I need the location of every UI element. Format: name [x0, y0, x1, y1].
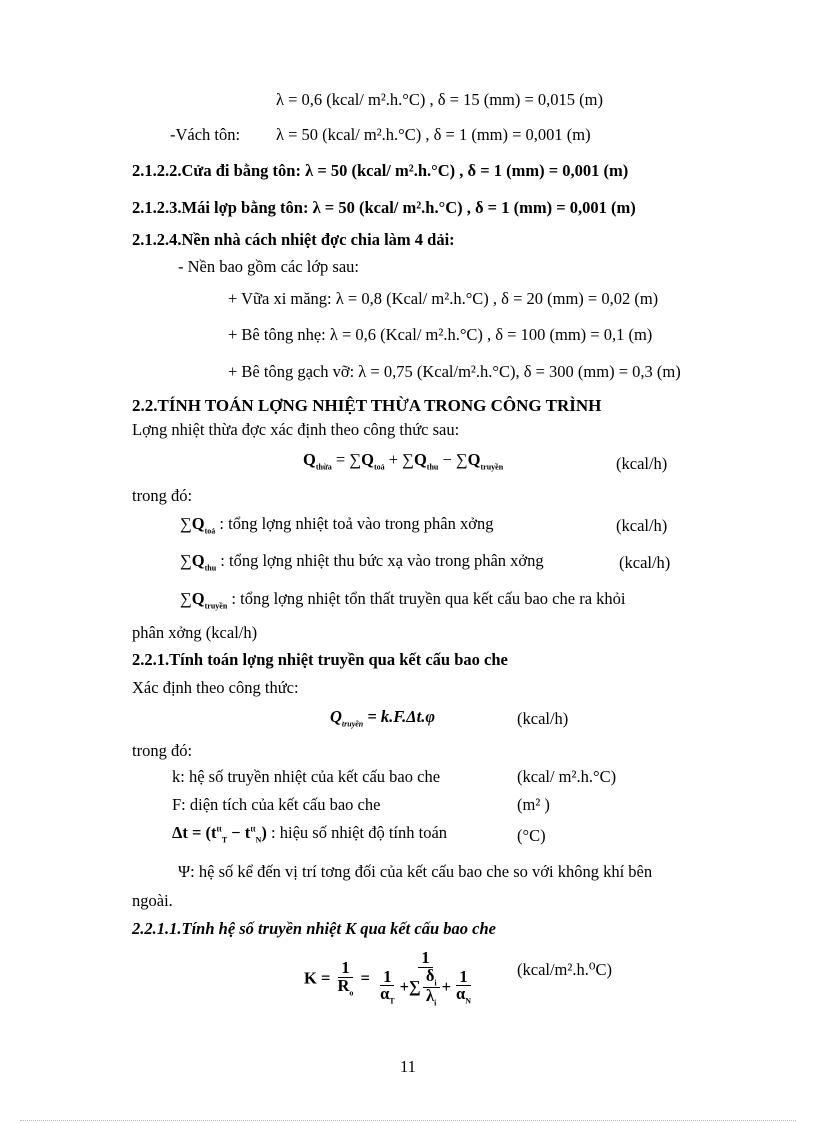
frac-1-over-R: $\frac{1}{R_o}$	[337, 958, 354, 997]
sum-icon: ∑	[180, 514, 192, 533]
formula-K: K = $\frac{1}{R_o}$ = 1 $\frac{1}{\alpha_T}$ +∑ $\frac{\delta_i}{\lambda_i}$ + $\frac{1}{\alpha_N}$	[304, 950, 477, 1007]
heading-2-1-2-4: 2.1.2.4.Nền nhà cách nhiệt đợc chia làm 4 dải:	[132, 230, 455, 249]
def-k: k: hệ số truyền nhiệt của kết cấu bao che	[172, 767, 441, 786]
formula-q-truyen-unit: (kcal/h)	[517, 709, 569, 728]
paragraph-2-2: Lợng nhiệt thừa đợc xác định theo công thức sau:	[132, 420, 460, 439]
formula-q-thua: $Q_{thừa} = \sum Q_{toả} + \sum Q_{thu} - \sum Q_{truyền}$	[303, 450, 504, 472]
formula-K-unit: (kcal/m².h.⁰C)	[517, 960, 612, 979]
paragraph-2-2-1: Xác định theo công thức:	[132, 678, 299, 697]
def-q-truyen: $\sum Q_{truyền}$ : tổng lợng nhiệt tổn thất truyền qua kết cấu bao che ra khỏi	[180, 589, 626, 611]
line-lambda-06: λ = 0,6 (kcal/ m².h.°C) , δ = 15 (mm) = 0,015 (m)	[276, 90, 603, 109]
page-bottom-border	[20, 1120, 796, 1121]
def-F-unit: (m² )	[517, 795, 550, 814]
heading-2-2-1-1: 2.2.1.1.Tính hệ số truyền nhiệt K qua kết cấu bao che	[132, 919, 496, 938]
formula-q-thua-lhs: $Q_{thừa}$	[303, 450, 332, 472]
page-number: 11	[400, 1057, 416, 1076]
layer-vua-xi-mang: + Vữa xi măng: λ = 0,8 (Kcal/ m².h.°C) , δ = 20 (mm) = 0,02 (m)	[228, 289, 659, 308]
trong-do-2: trong đó:	[132, 741, 193, 760]
delta-t-formula: $\Delta t = (t^{tt}_T - t^{tt}_N)$	[172, 823, 267, 845]
formula-q-thua-unit: (kcal/h)	[616, 454, 668, 473]
trong-do-1: trong đó:	[132, 486, 193, 505]
formula-q-truyen: $Q_{truyền} = k.F.\Delta t.\varphi$	[330, 707, 436, 729]
def-delta-t: $\Delta t = (t^{tt}_T - t^{tt}_N)$ : hiệu số nhiệt độ tính toán	[172, 823, 448, 845]
sum-icon: ∑	[180, 589, 192, 608]
sum-icon: ∑	[402, 450, 414, 469]
sum-icon: ∑	[180, 551, 192, 570]
layer-be-tong-gach-vo: + Bê tông gạch vỡ: λ = 0,75 (Kcal/m².h.°C), δ = 300 (mm) = 0,3 (m)	[228, 362, 681, 381]
heading-2-2: 2.2.TÍNH TOÁN LỢNG NHIỆT THỪA TRONG CÔNG TRÌNH	[132, 396, 602, 415]
def-psi-cont: ngoài.	[132, 891, 173, 910]
sum-icon: ∑	[349, 450, 362, 469]
def-k-unit: (kcal/ m².h.°C)	[517, 767, 617, 786]
def-q-toa-unit: (kcal/h)	[616, 516, 668, 535]
line-vach-ton-label: -Vách tôn:	[170, 125, 241, 144]
layer-be-tong-nhe: + Bê tông nhẹ: λ = 0,6 (Kcal/ m².h.°C) , δ = 100 (mm) = 0,1 (m)	[228, 325, 653, 344]
sum-icon: ∑	[455, 450, 468, 469]
heading-2-1-2-3: 2.1.2.3.Mái lợp bằng tôn: λ = 50 (kcal/ m².h.°C) , δ = 1 (mm) = 0,001 (m)	[132, 198, 636, 217]
line-vach-ton-value: λ = 50 (kcal/ m².h.°C) , δ = 1 (mm) = 0,001 (m)	[276, 125, 591, 144]
def-delta-t-unit: (°C)	[517, 826, 546, 845]
heading-2-2-1: 2.2.1.Tính toán lợng nhiệt truyền qua kết cấu bao che	[132, 650, 508, 669]
def-psi: Ψ: hệ số kể đến vị trí tơng đối của kết cấu bao che so với không khí bên	[178, 862, 653, 881]
def-F: F: diện tích của kết cấu bao che	[172, 795, 381, 814]
def-q-toa: $\sum Q_{toả}$ : tổng lợng nhiệt toả vào trong phân xởng	[180, 514, 494, 536]
def-q-thu: $\sum Q_{thu}$ : tổng lợng nhiệt thu bức xạ vào trong phân xởng	[180, 551, 544, 573]
heading-2-1-2-2: 2.1.2.2.Cửa đi bằng tôn: λ = 50 (kcal/ m².h.°C) , δ = 1 (mm) = 0,001 (m)	[132, 161, 629, 180]
def-q-truyen-cont: phân xởng (kcal/h)	[132, 623, 258, 642]
def-q-thu-unit: (kcal/h)	[619, 553, 671, 572]
nen-intro: - Nền bao gồm các lớp sau:	[178, 257, 360, 276]
frac-K-main: 1 $\frac{1}{\alpha_T}$ +∑ $\frac{\delta_i}{\lambda_i}$ + $\frac{1}{\alpha_N}$	[380, 948, 472, 1008]
